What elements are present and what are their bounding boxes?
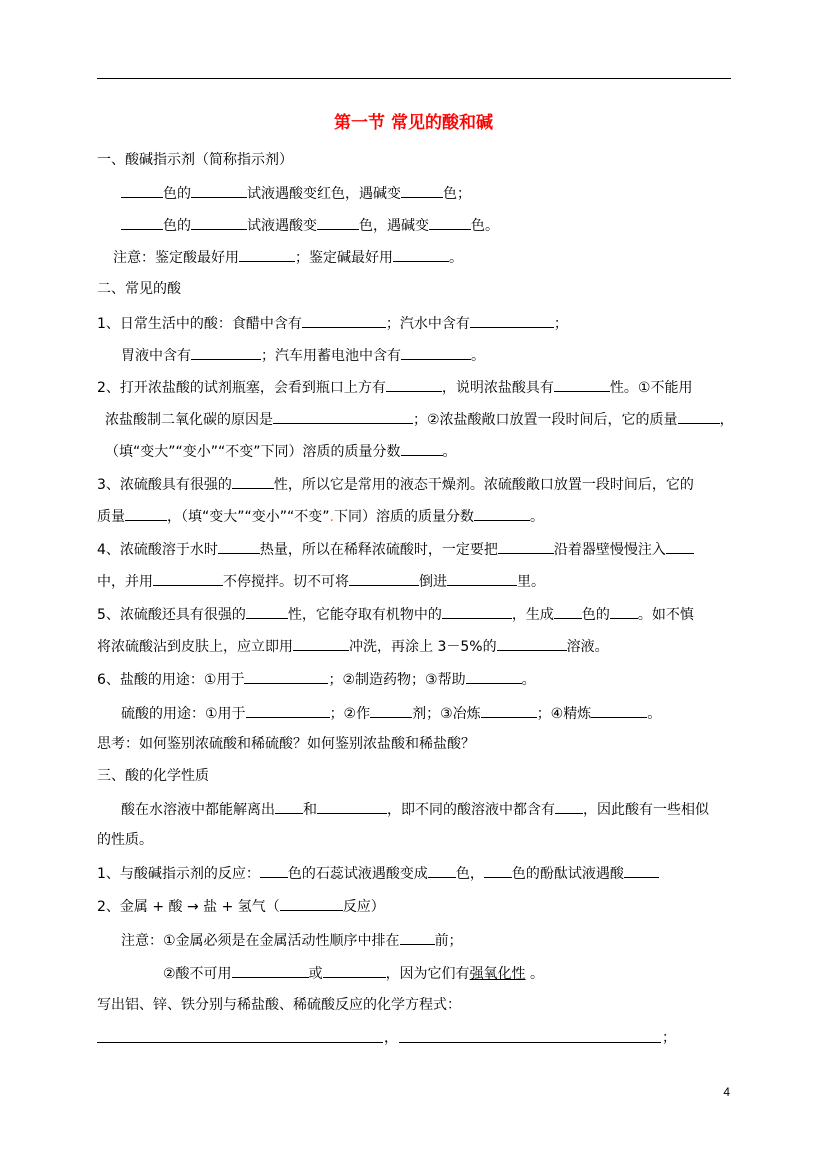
separator-comma: ， [384, 1030, 398, 1046]
blank[interactable] [370, 702, 412, 718]
question-line: 2、打开浓盐酸的试剂瓶塞，会看到瓶口上方有 ，说明浓盐酸具有 性。①不能用 [97, 376, 692, 396]
blank[interactable] [349, 570, 419, 586]
section-heading-1: 一、酸碱指示剂（简称指示剂） [97, 152, 293, 168]
blank[interactable] [400, 929, 435, 945]
question-line: 中，并用 不停搅拌。切不可将 倒进 里。 [97, 570, 545, 590]
section-heading-3: 三、酸的化学性质 [97, 768, 209, 784]
blank[interactable] [401, 440, 443, 456]
blank[interactable] [293, 635, 349, 651]
blank[interactable] [121, 214, 163, 230]
question-line: 色的 试液遇酸变 色，遇碱变 色。 [121, 214, 499, 234]
question-line: 1、日常生活中的酸：食醋中含有 ；汽水中含有 ； [97, 312, 568, 332]
blank[interactable] [401, 344, 471, 360]
question-line: 5、浓硫酸还具有很强的 性，它能夺取有机物中的 ，生成 色的 。如不慎 [97, 603, 694, 623]
blank[interactable] [317, 214, 359, 230]
blank[interactable] [317, 798, 387, 814]
question-line: （填“变大”“变小”“不变”下同）溶质的质量分数 。 [105, 440, 457, 460]
blank[interactable] [474, 505, 530, 521]
note-line: ②酸不可用 或 ，因为它们有强氧化性 。 [163, 962, 544, 982]
paragraph-line: 的性质。 [97, 832, 153, 848]
answer-blank[interactable] [97, 1042, 383, 1043]
question-line: 质量 ，（填“变大”“变小”“不变”.下同）溶质的质量分数 。 [97, 505, 544, 525]
question-line: 6、盐酸的用途：①用于 ；②制造药物；③帮助 。 [97, 668, 536, 688]
page-title: 第一节 常见的酸和碱 [334, 113, 493, 133]
blank[interactable] [232, 962, 309, 978]
blank[interactable] [484, 862, 512, 878]
blank[interactable] [191, 214, 247, 230]
instruction-line: 写出铝、锌、铁分别与稀盐酸、稀硫酸反应的化学方程式： [97, 997, 461, 1013]
blank[interactable] [428, 862, 456, 878]
blank[interactable] [191, 344, 261, 360]
paragraph-line: 酸在水溶液中都能解离出 和 ，即不同的酸溶液中都含有 ，因此酸有一些相似 [121, 798, 709, 818]
blank[interactable] [246, 603, 288, 619]
blank[interactable] [125, 505, 167, 521]
underlined-term: 强氧化性 [469, 966, 526, 982]
blank[interactable] [498, 538, 554, 554]
blank[interactable] [666, 538, 694, 554]
question-line: 3、浓硫酸具有很强的 性，所以它是常用的液态干燥剂。浓硫酸敞口放置一段时间后，它的 [97, 473, 694, 493]
blank[interactable] [447, 570, 517, 586]
question-line: 将浓硫酸沾到皮肤上，应立即用 冲洗，再涂上 3－5%的 溶液。 [97, 635, 609, 655]
blank[interactable] [153, 570, 223, 586]
blank[interactable] [323, 962, 386, 978]
separator-semicolon: ； [662, 1030, 676, 1046]
blank[interactable] [678, 408, 720, 424]
blank[interactable] [554, 376, 610, 392]
blank[interactable] [481, 702, 537, 718]
page-number: 4 [723, 1085, 730, 1099]
blank[interactable] [386, 376, 442, 392]
question-line: 胃液中含有 ；汽车用蓄电池中含有 。 [121, 344, 485, 364]
blank[interactable] [273, 408, 413, 424]
blank[interactable] [470, 312, 554, 328]
blank[interactable] [591, 702, 647, 718]
question-line: 4、浓硫酸溶于水时 热量，所以在稀释浓硫酸时，一定要把 沿着器壁慢慢注入 [97, 538, 694, 558]
stray-dot: . [329, 509, 334, 525]
blank[interactable] [244, 668, 328, 684]
question-line: 色的 试液遇酸变红色，遇碱变 色； [121, 182, 471, 202]
blank[interactable] [275, 798, 303, 814]
section-heading-2: 二、常见的酸 [97, 281, 181, 297]
blank[interactable] [218, 538, 260, 554]
blank[interactable] [239, 246, 295, 262]
blank[interactable] [555, 798, 583, 814]
question-line: 浓盐酸制二氧化碳的原因是 ；②浓盐酸敞口放置一段时间后，它的质量 ， [105, 408, 734, 428]
blank[interactable] [554, 603, 582, 619]
think-question: 思考：如何鉴别浓硫酸和稀硫酸？如何鉴别浓盐酸和稀盐酸？ [97, 736, 475, 752]
note-line: 注意：鉴定酸最好用 ；鉴定碱最好用 。 [113, 246, 463, 266]
question-line: 硫酸的用途：①用于 ；②作 剂；③冶炼 ；④精炼 。 [121, 702, 661, 722]
blank[interactable] [442, 603, 512, 619]
blank[interactable] [246, 702, 330, 718]
blank[interactable] [121, 182, 163, 198]
question-line: 1、与酸碱指示剂的反应： 色的石蕊试液遇酸变成 色， 色的酚酞试液遇酸 [97, 862, 659, 882]
blank[interactable] [191, 182, 247, 198]
header-rule [97, 78, 731, 79]
blank[interactable] [429, 214, 471, 230]
blank[interactable] [497, 635, 567, 651]
blank[interactable] [232, 473, 274, 489]
blank[interactable] [260, 862, 288, 878]
question-line: 2、金属 + 酸 → 盐 + 氢气（ 反应） [97, 895, 385, 915]
answer-blank[interactable] [399, 1042, 661, 1043]
blank[interactable] [302, 312, 386, 328]
blank[interactable] [624, 862, 659, 878]
blank[interactable] [401, 182, 443, 198]
note-line: 注意：①金属必须是在金属活动性顺序中排在 前； [121, 929, 463, 949]
blank[interactable] [280, 895, 343, 911]
blank[interactable] [610, 603, 638, 619]
blank[interactable] [393, 246, 449, 262]
blank[interactable] [466, 668, 522, 684]
